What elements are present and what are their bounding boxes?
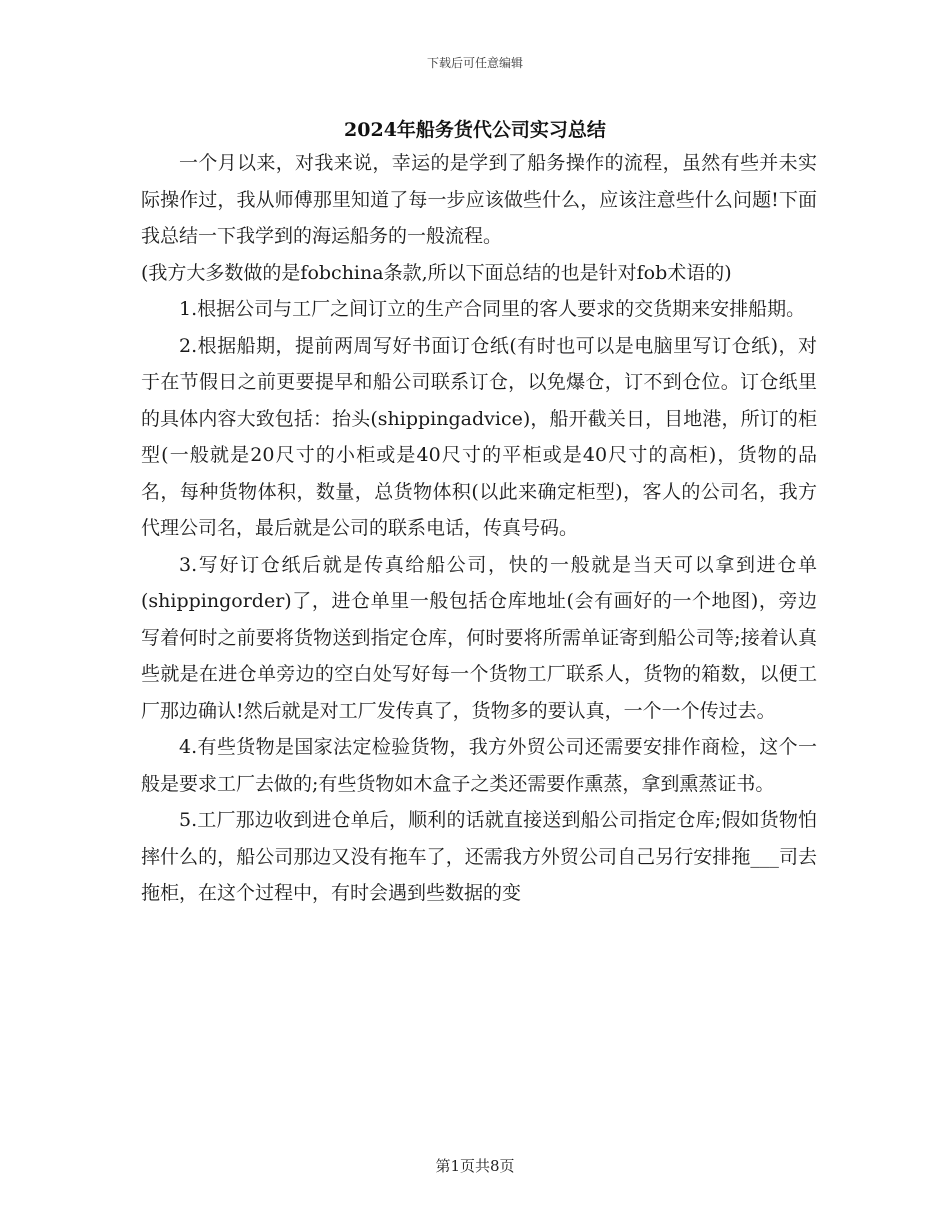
paragraph-step-4: 4.有些货物是国家法定检验货物，我方外贸公司还需要安排作商检，这个一般是要求工厂去做的;有些货物如木盒子之类还需要作熏蒸，拿到熏蒸证书。 bbox=[141, 736, 817, 795]
paragraph-intro: 一个月以来，对我来说，幸运的是学到了船务操作的流程，虽然有些并未实际操作过，我从师傅那里知道了每一步应该做些什么，应该注意些什么问题!下面我总结一下我学到的海运船务的一般流程。 bbox=[141, 152, 817, 247]
header-note: 下载后可任意编辑 bbox=[426, 56, 523, 70]
paragraph-step-5: 5.工厂那边收到进仓单后，顺利的话就直接送到船公司指定仓库;假如货物怕摔什么的，船公司那边又没有拖车了，还需我方外贸公司自己另行安排拖___司去拖柜，在这个过程中，有时会遇到些数据的变 bbox=[141, 809, 817, 904]
document-body bbox=[141, 145, 817, 912]
paragraph-fob-note: (我方大多数做的是fobchina条款,所以下面总结的也是针对fob术语的) bbox=[141, 261, 732, 284]
document-title: 2024年船务货代公司实习总结 bbox=[344, 119, 606, 141]
paragraph-step-2: 2.根据船期，提前两周写好书面订仓纸(有时也可以是电脑里写订仓纸)，对于在节假日之前更要提早和船公司联系订仓，以免爆仓，订不到仓位。订仓纸里的具体内容大致包括：抬头(shippingadvice)，船开截关日，目地港，所订的柜型(一般就是20尺寸的小柜或是40尺寸的平柜或是40尺寸的高柜)，货物的品名，每种货物体积，数量，总货物体积(以此来确定柜型)，客人的公司名，我方代理公司名，最后就是公司的联系电话，传真号码。 bbox=[141, 334, 817, 539]
paragraph-step-3: 3.写好订仓纸后就是传真给船公司，快的一般就是当天可以拿到进仓单(shippingorder)了，进仓单里一般包括仓库地址(会有画好的一个地图)，旁边写着何时之前要将货物送到指定仓库，何时要将所需单证寄到船公司等;接着认真些就是在进仓单旁边的空白处写好每一个货物工厂联系人，货物的箱数，以便工厂那边确认!然后就是对工厂发传真了，货物多的要认真，一个一个传过去。 bbox=[141, 553, 817, 722]
page-number: 第1页共8页 bbox=[435, 1157, 515, 1175]
paragraph-step-1: 1.根据公司与工厂之间订立的生产合同里的客人要求的交货期来安排船期。 bbox=[179, 298, 806, 320]
